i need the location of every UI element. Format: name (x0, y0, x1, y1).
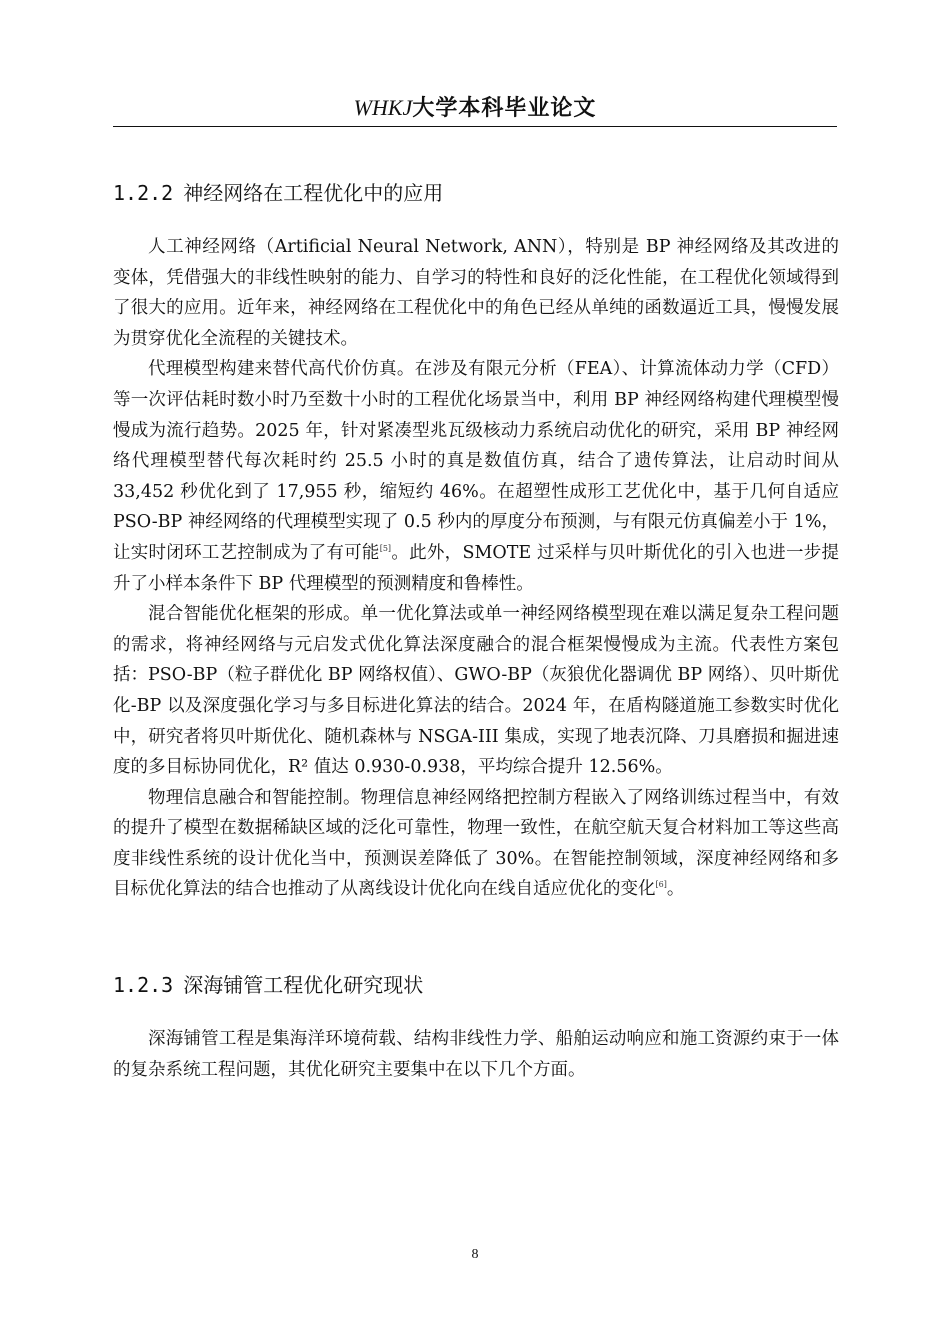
paragraph (113, 1024, 839, 1085)
page-header (113, 90, 837, 126)
paragraph-text: 深海铺管工程是集海洋环境荷载、结构非线性力学、船舶运动响应和施工资源约束于一体的复杂系统工程问题，其优化研究主要集中在以下几个方面。 (113, 1029, 839, 1080)
paragraph-text: 物理信息融合和智能控制。物理信息神经网络把控制方程嵌入了网络训练过程当中，有效的提升了模型在数据稀缺区域的泛化可靠性，物理一致性，在航空航天复合材料加工等这些高度非线性系统的设计优化当中，预测误差降低了 30%。在智能控制领域，深度神经网络和多目标优化算法的结合也推动了从离线设计优化向在线自适应优化的变化 (113, 787, 839, 900)
paragraph (113, 783, 839, 905)
paragraph-text: 代理模型构建来替代高代价仿真。在涉及有限元分析（FEA）、计算流体动力学（CFD）等一次评估耗时数小时乃至数十小时的工程优化场景当中，利用 BP 神经网络构建代理模型慢慢成为流行趋势。2025 年，针对紧凑型兆瓦级核动力系统启动优化的研究，采用 BP 神经网络代理模型替代每次耗时约 25.5 小时的真是数值仿真，结合了遗传算法，让启动时间从 33,452 秒优化到了 17,955 秒，缩短约 46%。在超塑性成形工艺优化中，基于几何自适应 PSO-BP 神经网络的代理模型实现了 0.5 秒内的厚度分布预测，与有限元仿真偏差小于 1%，让实时闭环工艺控制成为了有可能 (113, 359, 839, 563)
section-body-1-2-3 (113, 1024, 839, 1085)
citation-marker[interactable]: [6] (655, 880, 667, 890)
header-title: 大学本科毕业论文 (412, 96, 597, 121)
section-title: 深海铺管工程优化研究现状 (183, 973, 424, 997)
section-heading-1-2-3 (113, 972, 837, 998)
page-number: 8 (471, 1247, 479, 1262)
paragraph-text-continued: 。此外，SMOTE 过采样与贝叶斯优化的引入也进一步提升了小样本条件下 BP 代理模型的预测精度和鲁棒性。 (113, 542, 840, 594)
section-number: 1.2.2 (113, 181, 174, 205)
paragraph-text: 混合智能优化框架的形成。单一优化算法或单一神经网络模型现在难以满足复杂工程问题的需求，将神经网络与元启发式优化算法深度融合的混合框架慢慢成为主流。代表性方案包括：PSO-BP（粒子群优化 BP 网络权值）、GWO-BP（灰狼优化器调优 BP 网络）、贝叶斯优化-BP 以及深度强化学习与多目标进化算法的结合。2024 年，在盾构隧道施工参数实时优化中，研究者将贝叶斯优化、随机森林与 NSGA-III 集成，实现了地表沉降、刀具磨损和掘进速度的多目标协同优化，R² 值达 0.930-0.938，平均综合提升 12.56%。 (113, 604, 839, 778)
paragraph (113, 354, 839, 599)
citation-marker[interactable]: [5] (379, 543, 392, 553)
header-latin-prefix: WHKJ (353, 95, 413, 120)
section-heading-1-2-2 (113, 180, 837, 206)
section-body-1-2-2 (113, 232, 839, 905)
paragraph-text-continued: 。 (666, 879, 685, 900)
section-title: 神经网络在工程优化中的应用 (183, 181, 444, 205)
paragraph (113, 599, 839, 783)
header-rule (113, 126, 837, 127)
paragraph (113, 232, 839, 354)
paragraph-text: 人工神经网络（Artificial Neural Network, ANN），特别是 BP 神经网络及其改进的变体，凭借强大的非线性映射的能力、自学习的特性和良好的泛化性能，在工程优化领域得到了很大的应用。近年来，神经网络在工程优化中的角色已经从单纯的函数逼近工具，慢慢发展为贯穿优化全流程的关键技术。 (113, 237, 839, 349)
section-number: 1.2.3 (113, 973, 174, 997)
